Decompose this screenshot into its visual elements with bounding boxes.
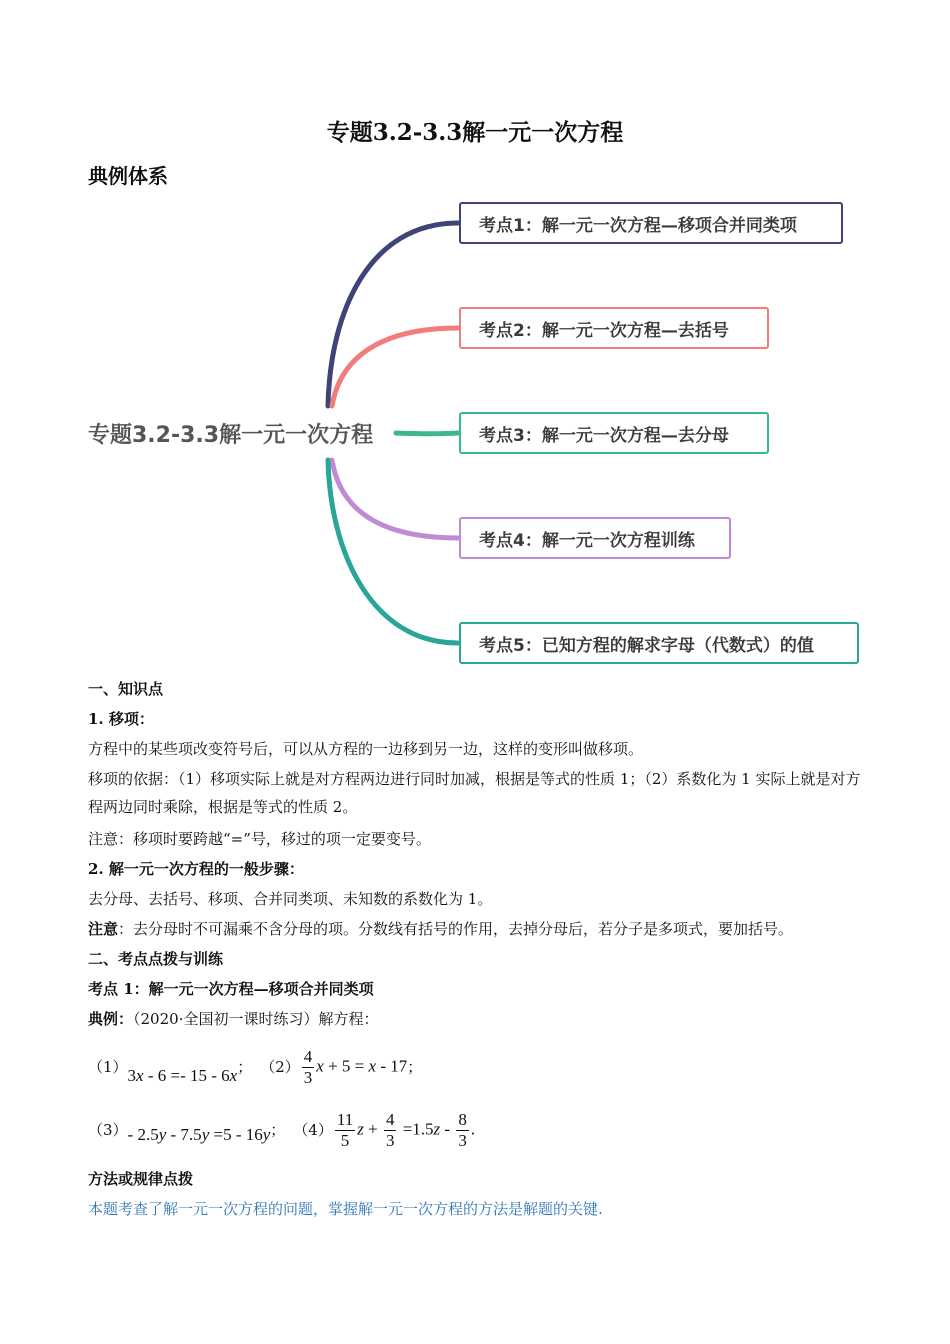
item1-note: 注意：移项时要跨越“=”号，移过的项一定要变号。 <box>88 830 431 848</box>
mind-map-node-3: 考点3：解一元一次方程—去分母 <box>459 412 769 454</box>
mind-map-node-4: 考点4：解一元一次方程训练 <box>459 517 731 559</box>
item1-title: 1. 移项： <box>88 710 154 728</box>
note-label: 注意 <box>88 920 119 938</box>
equation-2: $\frac{4}{3}$ x + 5 = x - 17 <box>303 1046 408 1087</box>
part-3-label: （3） <box>88 1121 128 1139</box>
part-4-label: （4） <box>293 1121 333 1139</box>
section-heading-system: 典例体系 <box>88 164 168 188</box>
part-1-label: （1） <box>88 1058 128 1076</box>
mind-map-center: 专题3.2-3.3解一元一次方程 <box>88 423 374 448</box>
example-text: （2020·全国初一课时练习）解方程： <box>133 1010 379 1028</box>
mind-map-node-2: 考点2：解一元一次方程—去括号 <box>459 307 769 349</box>
separator: ； <box>407 1058 423 1076</box>
mind-map-node-5: 考点5：已知方程的解求字母（代数式）的值 <box>459 622 859 664</box>
method-heading: 方法或规律点拨 <box>88 1170 194 1188</box>
separator: ； <box>237 1058 253 1076</box>
item2-title: 2. 解一元一次方程的一般步骤： <box>88 860 304 878</box>
mind-map <box>0 190 950 680</box>
point1-title: 考点 1：解一元一次方程—移项合并同类项 <box>88 980 374 998</box>
equation-3: - 2.5y - 7.5y =5 - 16y <box>127 1125 271 1144</box>
connector-3 <box>396 433 458 434</box>
item2-note <box>88 915 868 943</box>
connector-5 <box>328 460 458 643</box>
example-label: 典例： <box>88 1010 134 1028</box>
example-line <box>88 1005 868 1033</box>
knowledge-heading: 一、知识点 <box>88 680 164 698</box>
item2-steps: 去分母、去括号、移项、合并同类项、未知数的系数化为 1。 <box>88 890 493 908</box>
mind-map-node-1: 考点1：解一元一次方程—移项合并同类项 <box>459 202 843 244</box>
equations-row-1 <box>88 1042 868 1092</box>
connector-2 <box>332 328 458 406</box>
training-heading: 二、考点点拨与训练 <box>88 950 224 968</box>
connector-1 <box>328 223 458 406</box>
page-title: 专题3.2-3.3解一元一次方程 <box>326 119 624 146</box>
equations-row-2 <box>88 1105 868 1155</box>
connector-4 <box>332 460 458 538</box>
equation-1: 3x - 6 =- 15 - 6x <box>127 1066 238 1085</box>
note-text: ：去分母时不可漏乘不含分母的项。分数线有括号的作用，去掉分母后，若分子是多项式，要加括号。 <box>118 920 794 938</box>
part-2-label: （2） <box>260 1058 300 1076</box>
item1-definition: 方程中的某些项改变符号后，可以从方程的一边移到另一边，这样的变形叫做移项。 <box>88 740 644 758</box>
method-text: 本题考查了解一元一次方程的问题，掌握解一元一次方程的方法是解题的关键. <box>88 1200 603 1218</box>
separator: ； <box>270 1121 286 1139</box>
item1-basis: 移项的依据：（1）移项实际上就是对方程两边进行同时加减，根据是等式的性质 1；（2）系数化为 1 实际上就是对方程两边同时乘除，根据是等式的性质 2。 <box>88 770 861 816</box>
equation-4: $\frac{11}{5}$ z + $\frac{4}{3}$ =1.5z - $\frac{8}{3}$ . <box>336 1109 476 1150</box>
